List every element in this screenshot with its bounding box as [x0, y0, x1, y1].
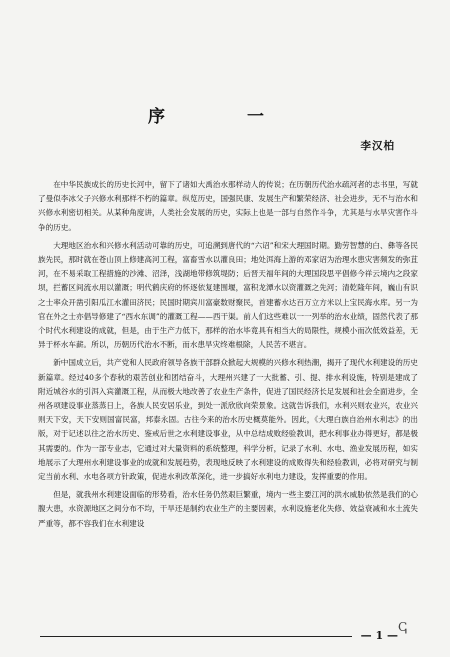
- page-footer: [40, 629, 398, 644]
- author-name: 李汉柏: [360, 140, 395, 152]
- paragraph: 大理地区治水和兴修水利活动可靠的历史，可追溯到唐代的“六诏”和宋大理国时期。勤劳智慧的白、彝等各民族先民，那时就在苍山顶上修建高河工程，富畜雪水以灌良田；地处洱海上游的邓家诏为治理水患灾害频发的弥苴河，在不易采取工程措施的沙滩、沼泽，浅湖地带修筑堤防；后晋天福年间的大理国段思平倡修今祥云境内之段家坝，拦蓄区间流水用以灌溉；明代鹤庆府的怀逐依复建围堰，富积龙潭水以资灌溉之先河；清乾隆年间，巍山有识之士率众开凿引阳瓜江水灌田济民；民国时期宾川富豪数财聚民，首建蓄水达百万立方米以上宝民海水库。另一为官在外之士亦倡导修建了“西水东调”的灌溉工程——西干渠。前人们这些难以一一列举的治水业绩，固然代表了那个时代水利建设的成就，但是，由于生产力低下，那样的治水毕竟具有相当大的局限性，规模小而次低效益差，无异于杯水车薪。所以，历朝历代治水不断，而水患旱灾终难根除，人民苦不堪言。: [38, 240, 418, 350]
- paragraph: 在中华民族成长的历史长河中，留下了诸如大禹治水那样动人的传说；在历朝历代治水疏河者的志书里，写就了曼似李冰父子兴修水利那样不朽的篇章。纵览历史，国强民康、发展生产和繁荣经济、社会进步，无不与治水和兴修水利密切相关。从某种角度讲，人类社会发展的历史，实际上也是一部与自然作斗争，尤其是与水旱灾害作斗争的历史。: [38, 180, 418, 232]
- body-text: [38, 178, 418, 535]
- paragraph: 新中国成立后，共产党和人民政府领导各族干部群众掀起大规模的兴修水利热潮，揭开了现代水利建设的历史新篇章。经过40多个春秋的艰苦创业和团结奋斗，大理州兴建了一大批蓄、引、提、排水利设施，特别是建成了附近城谷水的引洱入宾灌溉工程，从而极大地改善了农业生产条件，促进了国民经济长足发展和社会全面进步，全州各项建设事业蒸蒸日上，各族人民安居乐业，到处一派欣欣向荣景象。这就告诉我们，水利兴则农业兴，农业兴则天下安，天下安则国富民富，邦泰永固。古往今来的治水历史概莫能外。因此，《大理白族自治州水利志》的出版，对于记述以往之治水历史、鉴戒后世之水利建设事业，从中总结成败经验教训，把水利事业办得更好，都是极其需要的。作为一部专业志，它通过对大量资料的系统整理，科学分析，记录了水利、水电、渔业发展历程，如实地展示了大理州水利建设事业的成就和发展趋势，表现地反映了水利建设的成败得失和经验教训，必将对研究与制定当前水利、水电各项方针政策，促进水利改革深化，进一步搞好水利电力建设，发挥重要的作用。: [38, 358, 418, 482]
- page-title: 序 一: [148, 107, 302, 127]
- footer-rule: [40, 636, 352, 637]
- page-number: — 1 —: [357, 629, 398, 642]
- corner-mark: ↅ: [398, 620, 408, 634]
- paragraph: 但是，就我州水利建设面临的形势看，治水任务仍然艰巨繁重，境内一些主要江河的洪水威胁依然是我们的心腹大患，水资源地区之间分布不均，干旱还是制约农业生产的主要因素，水利设施老化失修、效益衰减和水土流失严重等，都不容我们在水利建设: [38, 490, 418, 528]
